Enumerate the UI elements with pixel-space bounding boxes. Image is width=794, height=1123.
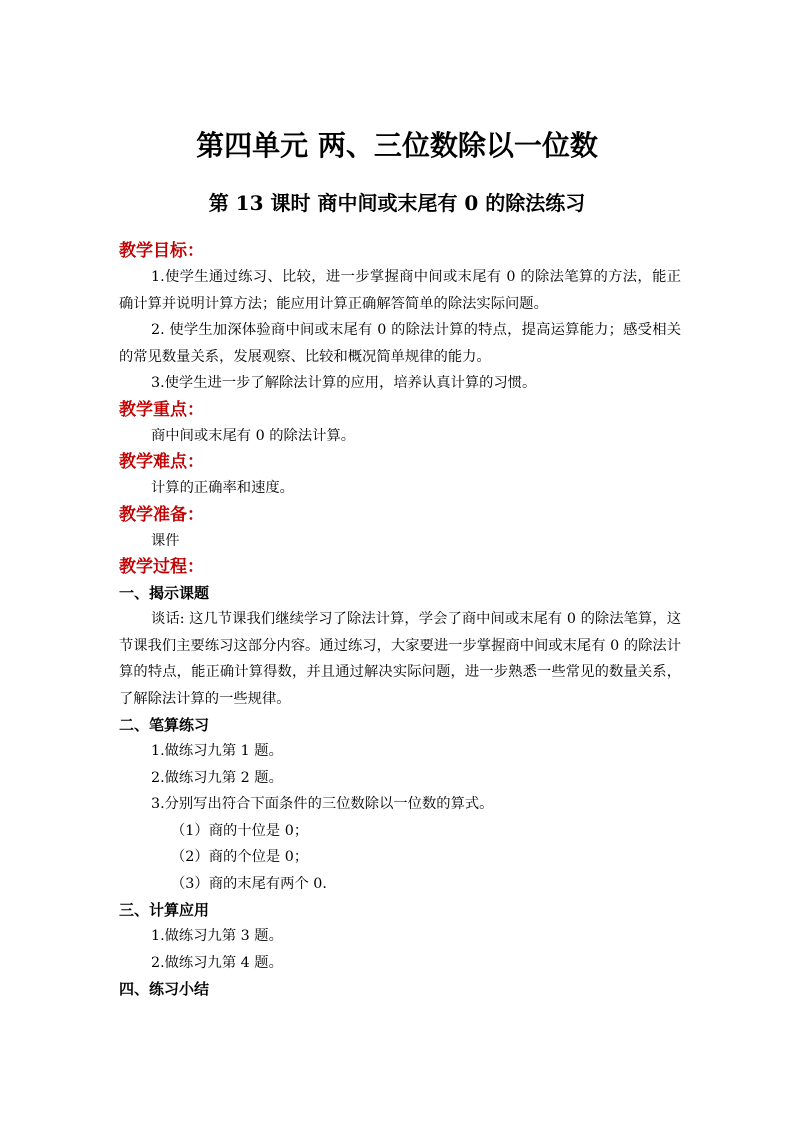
difficulties-heading: 教学难点：: [119, 452, 204, 472]
section-2-subitem-2: （2）商的个位是 0；: [171, 849, 309, 865]
objective-item-2: 2. 使学生加深体验商中间或末尾有 0 的除法计算的特点，提高运算能力；感受相关的常见数量关系，发展观察、比较和概况简单规律的能力。: [119, 322, 681, 365]
section-title-4: 四、练习小结: [119, 980, 210, 998]
key-points-heading: 教学重点：: [119, 399, 204, 420]
section-2-subitem-3: （3）商的末尾有两个 0.: [171, 875, 327, 892]
section-title-3: 三、计算应用: [119, 901, 210, 919]
preparation-text: 课件: [151, 532, 180, 549]
objectives-heading: 教学目标：: [119, 241, 204, 261]
section-title-2: 二、笔算练习: [119, 716, 210, 734]
process-heading: 教学过程：: [119, 557, 204, 577]
key-points-text: 商中间或末尾有 0 的除法计算。: [151, 427, 356, 444]
section-2-item-1: 1.做练习九第 1 题。: [151, 743, 283, 759]
section-title-1: 一、揭示课题: [119, 584, 210, 602]
section-2-subitem-1: （1）商的十位是 0；: [171, 822, 309, 839]
section-3-item-1: 1.做练习九第 3 题。: [151, 928, 283, 944]
objective-item-3: 3.使学生进一步了解除法计算的应用，培养认真计算的习惯。: [151, 375, 537, 391]
section-2-item-3: 3.分别写出符合下面条件的三位数除以一位数的算式。: [151, 796, 494, 812]
section-1-paragraph: 谈话: 这几节课我们继续学习了除法计算，学会了商中间或末尾有 0 的除法笔算，这节课我们主要练习这部分内容。通过练习，大家要进一步掌握商中间或末尾有 0 的除法计算的特点，能正确计算得数，并且通过解决实际问题，进一步熟悉一些常见的数量关系，了解除法计算的一些规律。: [119, 611, 681, 707]
lesson-subtitle: 第 13 课时 商中间或末尾有 0 的除法练习: [208, 191, 586, 215]
document-body: [119, 238, 681, 1002]
objective-item-1: 1.使学生通过练习、比较，进一步掌握商中间或末尾有 0 的除法笔算的方法，能正确计算并说明计算方法；能应用计算正确解答简单的除法实际问题。: [119, 269, 681, 312]
section-2-item-2: 2.做练习九第 2 题。: [151, 769, 283, 786]
page-title: 第四单元 两、三位数除以一位数: [196, 129, 598, 162]
difficulties-text: 计算的正确率和速度。: [151, 480, 294, 496]
preparation-heading: 教学准备：: [119, 504, 204, 525]
section-3-item-2: 2.做练习九第 4 题。: [151, 954, 283, 971]
